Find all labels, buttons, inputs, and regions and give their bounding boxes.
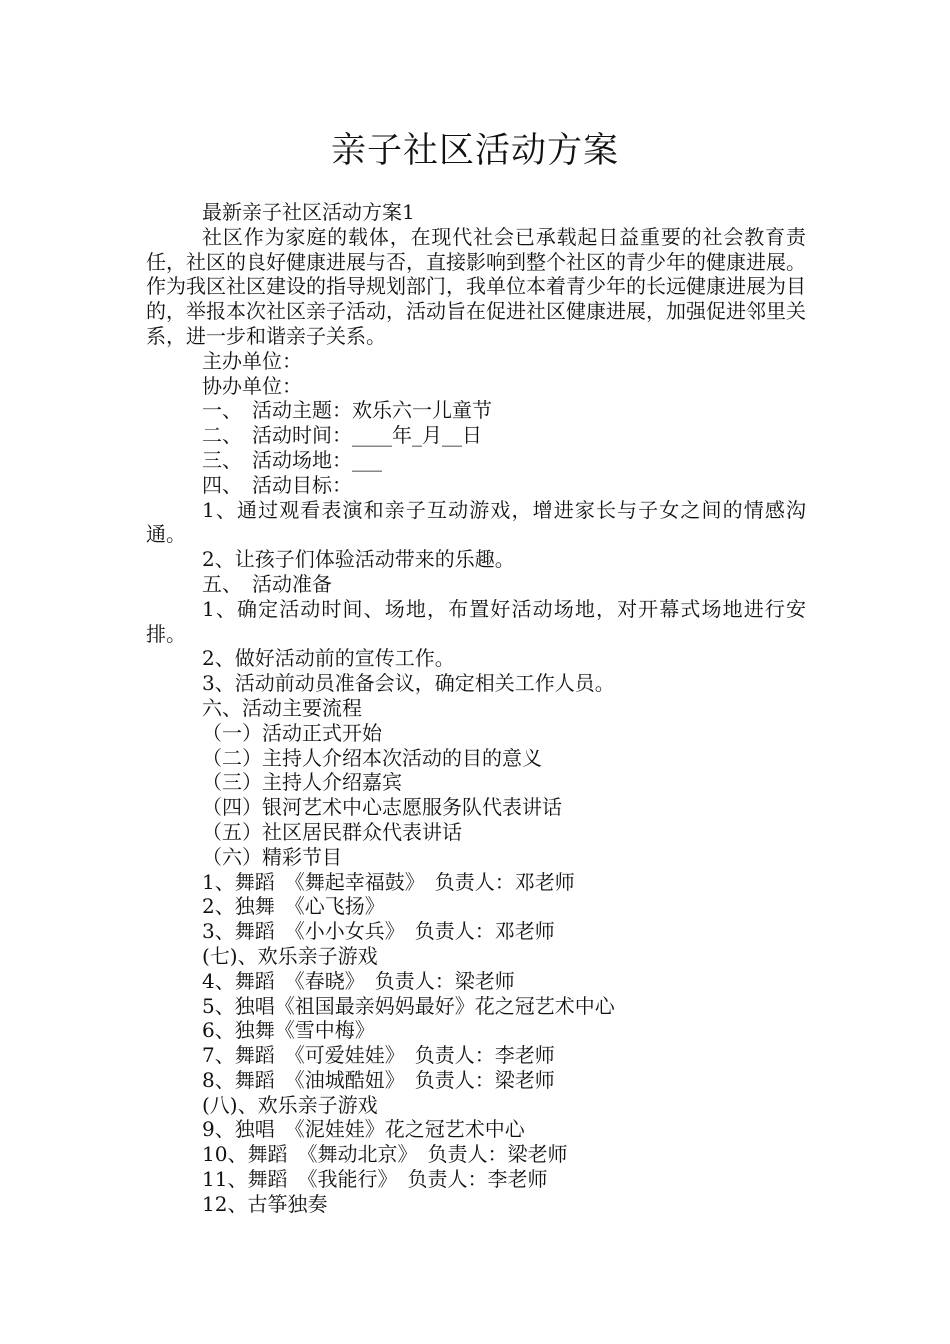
subtitle-line: 最新亲子社区活动方案1 [202,200,415,224]
section-time: 二、 活动时间：____年_月__日 [202,423,482,448]
program-item: 9、独唱 《泥娃娃》花之冠艺术中心 [202,1117,525,1142]
process-item: （六）精彩节目 [202,844,342,869]
section-venue: 三、 活动场地：___ [202,447,382,472]
section-process: 六、活动主要流程 [202,695,362,720]
section-theme: 一、 活动主题：欢乐六一儿童节 [202,398,492,423]
program-item: 10、舞蹈 《舞动北京》 负责人：梁老师 [202,1142,568,1167]
section-preparation: 五、 活动准备 [202,571,332,596]
section-goals: 四、 活动目标： [202,472,352,497]
program-item: 11、舞蹈 《我能行》 负责人：李老师 [202,1167,548,1192]
process-item: （一）活动正式开始 [202,720,382,745]
program-item: 1、舞蹈 《舞起幸福鼓》 负责人：邓老师 [202,869,575,894]
program-item: 3、舞蹈 《小小女兵》 负责人：邓老师 [202,919,555,944]
program-item: 12、古筝独奏 [202,1191,328,1216]
process-item: （三）主持人介绍嘉宾 [202,770,402,795]
program-item: 8、舞蹈 《油城酷妞》 负责人：梁老师 [202,1067,555,1092]
co-organizer-line: 协办单位： [202,373,302,398]
program-item: 6、独舞《雪中梅》 [202,1018,375,1043]
document-title: 亲子社区活动方案 [330,131,619,171]
document-body [146,200,806,1217]
program-item: 7、舞蹈 《可爱娃娃》 负责人：李老师 [202,1043,555,1068]
intro-paragraph: 社区作为家庭的载体，在现代社会已承载起日益重要的社会教育责任，社区的良好健康进展与否，直接影响到整个社区的青少年的健康进展。作为我区社区建设的指导规划部门，我单位本着青少年的长远健康进展为目的，举报本次社区亲子活动，活动旨在促进社区健康进展，加强促进邻里关系，进一步和谐亲子关系。 [146,224,806,348]
process-item: （四）银河艺术中心志愿服务队代表讲话 [202,795,562,820]
preparation-item: 3、活动前动员准备会议，确定相关工作人员。 [202,671,615,696]
process-item: (七)、欢乐亲子游戏 [202,943,378,968]
process-item: （二）主持人介绍本次活动的目的意义 [202,745,542,770]
organizer-line: 主办单位： [202,348,302,373]
preparation-item: 2、做好活动前的宣传工作。 [202,646,455,671]
program-item: 5、独唱《祖国最亲妈妈最好》花之冠艺术中心 [202,993,615,1018]
program-item: 4、舞蹈 《春晓》 负责人：梁老师 [202,968,515,993]
process-item: (八)、欢乐亲子游戏 [202,1092,378,1117]
preparation-item: 1、确定活动时间、场地，布置好活动场地，对开幕式场地进行安排。 [146,596,806,646]
goal-item: 2、让孩子们体验活动带来的乐趣。 [202,547,515,572]
program-item: 2、独舞 《心飞扬》 [202,894,385,919]
goal-item: 1、通过观看表演和亲子互动游戏，增进家长与子女之间的情感沟通。 [146,497,806,547]
process-item: （五）社区居民群众代表讲话 [202,819,462,844]
